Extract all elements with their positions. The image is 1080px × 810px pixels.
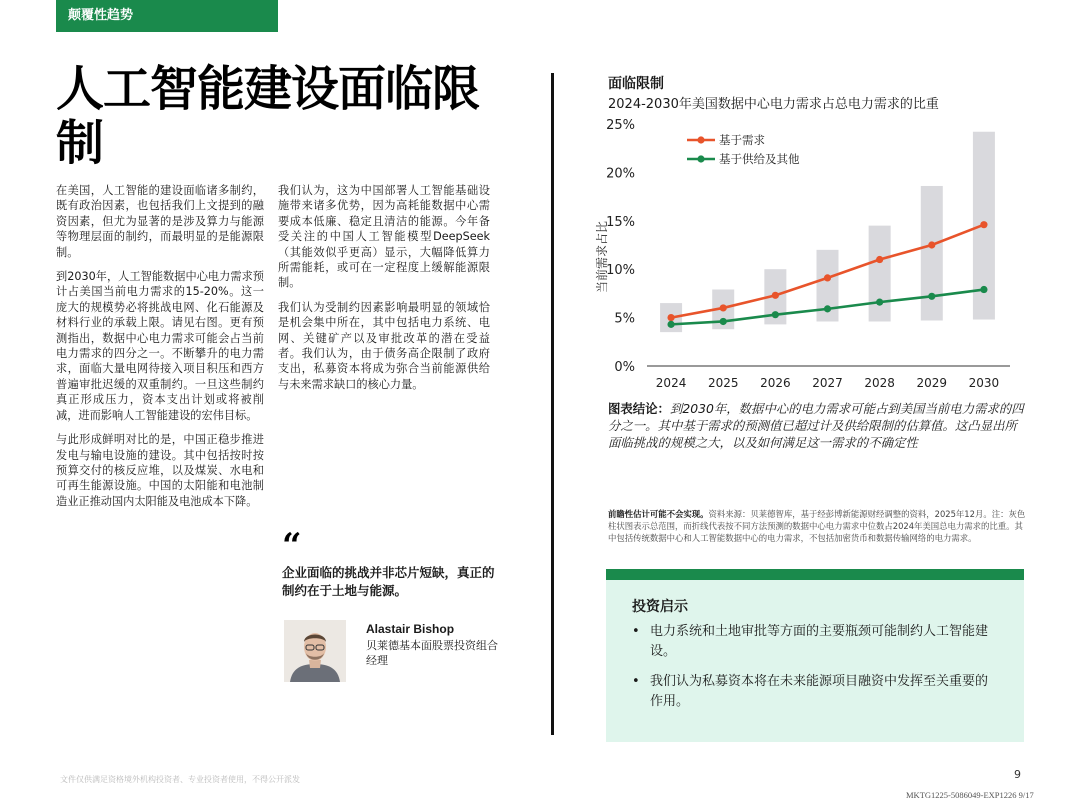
x-tick-label: 2027 — [812, 376, 843, 390]
page-number: 9 — [1014, 768, 1021, 781]
paragraph: 与此形成鲜明对比的是，中国正稳步推进发电与输电设施的建设。其中包括按时按预算交付的核反应堆，以及煤炭、水电和可再生能源设施。中国的太阳能和电池制造业正推动国内太阳能及电池成本下降。 — [56, 433, 264, 508]
middle-text-column — [278, 183, 490, 401]
source-note-label: 前瞻性估计可能不会实现。 — [608, 509, 709, 519]
column-divider — [551, 73, 554, 735]
page-title: 人工智能建设面临限制 — [56, 61, 480, 171]
footer-code: MKTG1225-5086049-EXP1226 9/17 — [906, 790, 1034, 800]
data-point — [772, 292, 779, 299]
quote-text: 企业面临的挑战并非芯片短缺，真正的制约在于土地与能源。 — [282, 565, 495, 598]
y-tick-label: 20% — [606, 166, 635, 182]
data-point — [928, 293, 935, 300]
x-tick-label: 2026 — [760, 376, 791, 390]
quote-mark-icon: “ — [282, 526, 302, 566]
data-point — [928, 241, 935, 248]
x-tick-label: 2024 — [655, 376, 687, 390]
chart-conclusion — [608, 400, 1026, 451]
paragraph: 我们认为受制约因素影响最明显的领域恰是机会集中所在，其中包括电力系统、电网、关键矿产以及审批改革的潜在受益者。我们认为，由于债务高企限制了政府支出，私募资本将成为弥合当前能源供给与未来需求缺口的核心力量。 — [278, 300, 490, 391]
y-axis-label: 当前需求占比 — [595, 220, 609, 294]
investment-header-bar — [606, 569, 1024, 580]
y-tick-label: 10% — [606, 263, 635, 279]
data-point — [824, 274, 831, 281]
data-point — [772, 311, 779, 318]
investment-title: 投资启示 — [632, 599, 688, 615]
footer-disclaimer: 文件仅供满足资格境外机构投资者、专业投资者使用，不得公开派发 — [60, 775, 300, 784]
source-note — [608, 508, 1028, 544]
investment-list — [632, 622, 1000, 712]
investment-box — [606, 580, 1024, 742]
legend-marker — [697, 136, 704, 143]
data-point — [720, 304, 727, 311]
power-demand-chart — [590, 112, 1030, 397]
x-tick-label: 2030 — [968, 376, 1000, 390]
list-item: • 我们认为私募资本将在未来能源项目融资中发挥至关重要的作用。 — [632, 672, 1000, 712]
section-tag: 颠覆性趋势 — [56, 0, 278, 32]
range-bar — [921, 186, 943, 321]
x-tick-label: 2028 — [864, 376, 895, 390]
left-text-column — [56, 183, 264, 518]
data-point — [980, 286, 987, 293]
conclusion-label: 图表结论： — [608, 401, 670, 416]
author-role: 贝莱德基本面股票投资组合经理 — [366, 639, 498, 667]
pull-quote — [282, 526, 504, 600]
data-point — [824, 305, 831, 312]
y-tick-label: 0% — [614, 360, 635, 375]
paragraph: 我们认为，这为中国部署人工智能基础设施带来诸多优势，因为高耗能数据中心需要成本低廉、稳定且清洁的能源。今年备受关注的中国人工智能模型DeepSeek（其能效似乎更高）显示，大幅降低算力所需能耗，或可在一定程度上缓解能源限制。 — [278, 184, 490, 290]
range-bar — [869, 226, 891, 322]
legend-label: 基于需求 — [719, 133, 765, 147]
legend-marker — [697, 155, 704, 162]
y-tick-label: 25% — [606, 118, 635, 133]
chart-subtitle: 2024-2030年美国数据中心电力需求占总电力需求的比重 — [608, 97, 939, 112]
data-point — [876, 299, 883, 306]
paragraph: 到2030年，人工智能数据中心电力需求预计占美国当前电力需求的15-20%。这一庞大的规模势必将挑战电网、化石能源及材料行业的承载上限。请见右图。更有预测指出，数据中心电力需求可能会占当前电力需求的四分之一。不断攀升的电力需求，面临大量电网待接入项目积压和西方普遍审批迟缓的双重制约。一旦这些制约真正形成压力，资本支出计划或将被削减，进而影响人工智能建设的宏伟目标。 — [56, 270, 264, 422]
author-name: Alastair Bishop — [366, 622, 455, 636]
x-tick-label: 2029 — [916, 376, 948, 390]
conclusion-text: 到2030年，数据中心的电力需求可能占到美国当前电力需求的四分之一。其中基于需求的预测值已超过计及供给限制的估算值。这凸显出所面临挑战的规模之大，以及如何满足这一需求的不确定性 — [608, 401, 1024, 450]
y-tick-label: 5% — [614, 311, 635, 327]
y-tick-label: 15% — [606, 214, 635, 230]
source-note-text: 资料来源：贝莱德智库，基于经彭博新能源财经调整的资料，2025年12月。注：灰色柱状图表示总范围，而折线代表按不同方法预测的数据中心电力需求中位数占2024年美国总电力需求的比重。其中包括传统数据中心和人工智能数据中心的电力需求，不包括加密货币和数据传输网络的电力需求。 — [608, 509, 1026, 543]
paragraph: 在美国，人工智能的建设面临诸多制约，既有政治因素，也包括我们上文提到的融资因素，但尤为显著的是涉及算力与能源等物理层面的制约，而最明显的是能源限制。 — [56, 184, 264, 259]
data-point — [720, 318, 727, 325]
data-point — [876, 256, 883, 263]
legend-label: 基于供给及其他 — [719, 152, 800, 166]
x-tick-label: 2025 — [707, 376, 739, 390]
list-item: • 电力系统和土地审批等方面的主要瓶颈可能制约人工智能建设。 — [632, 622, 1000, 662]
data-point — [667, 314, 674, 321]
chart-title: 面临限制 — [608, 76, 664, 92]
data-point — [667, 321, 674, 328]
author-photo — [284, 620, 346, 682]
data-point — [980, 221, 987, 228]
